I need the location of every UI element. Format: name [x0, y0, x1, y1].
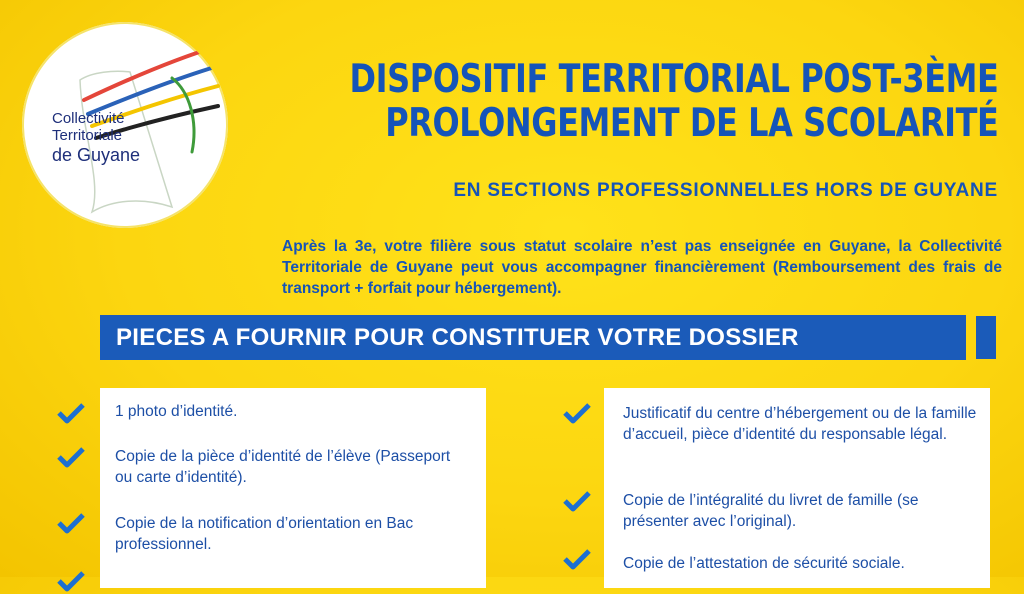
checkmark-icon [56, 568, 86, 594]
section-bar-accent [976, 316, 996, 359]
list-item: Copie de la notification d’orientation en Bac professionnel. [115, 515, 414, 553]
section-title-bar: PIECES A FOURNIR POUR CONSTITUER VOTRE DOSSIER [100, 315, 966, 360]
page-subtitle: EN SECTIONS PROFESSIONNELLES HORS DE GUYANE [453, 180, 998, 201]
list-item: Copie de l’intégralité du livret de famille (se présenter avec l’original). [623, 492, 919, 530]
checkmark-icon [56, 400, 86, 426]
logo-line-1: Collectivité [52, 110, 125, 127]
collectivite-logo [22, 22, 228, 228]
page-title [349, 58, 998, 146]
list-item: Copie de l’attestation de sécurité sociale. [623, 555, 905, 572]
list-item: 1 photo d’identité. [115, 403, 238, 420]
list-item: Copie de la pièce d’identité de l’élève (Passeport ou carte d’identité). [115, 448, 451, 486]
checkmark-icon [56, 510, 86, 536]
logo-line-3: de Guyane [52, 145, 141, 165]
logo-line-2: Territoriale [52, 127, 123, 144]
checkmark-icon [562, 488, 592, 514]
checkmark-icon [562, 400, 592, 426]
intro-paragraph: Après la 3e, votre filière sous statut scolaire n’est pas enseignée en Guyane, la Collectivité Territoriale de Guyane peut vous accompagner financièrement (Remboursement des frais de transport + forfait pour hébergement). [282, 238, 1002, 297]
title-line-2: PROLONGEMENT DE LA SCOLARITÉ [384, 101, 999, 146]
title-line-1: DISPOSITIF TERRITORIAL POST-3ÈME [348, 57, 998, 102]
checkmark-icon [562, 546, 592, 572]
list-item: Justificatif du centre d’hébergement ou de la famille d’accueil, pièce d’identité du responsable légal. [623, 405, 977, 443]
checkmark-icon [56, 444, 86, 470]
